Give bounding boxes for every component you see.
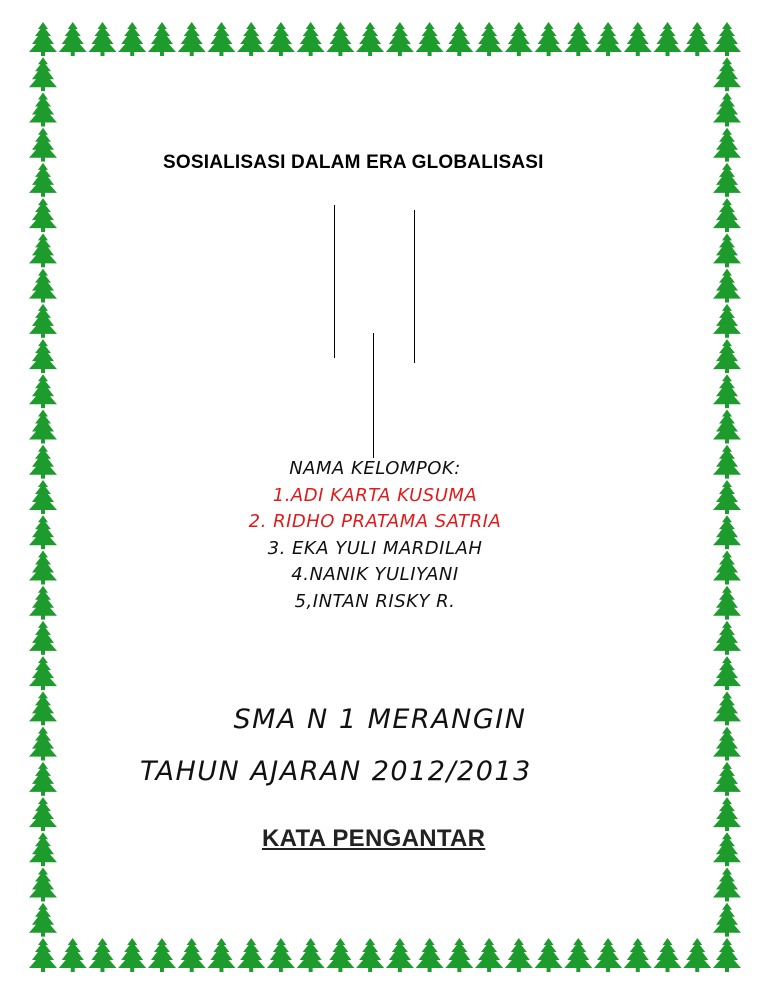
christmas-tree-icon	[88, 22, 116, 56]
christmas-tree-icon	[29, 621, 57, 655]
christmas-tree-icon	[29, 868, 57, 902]
christmas-tree-icon	[564, 938, 592, 972]
christmas-tree-icon	[29, 938, 57, 972]
christmas-tree-icon	[713, 480, 741, 514]
christmas-tree-icon	[475, 22, 503, 56]
group-heading: NAMA KELOMPOK:	[289, 458, 461, 479]
christmas-tree-icon	[297, 22, 325, 56]
christmas-tree-icon	[29, 586, 57, 620]
christmas-tree-icon	[713, 233, 741, 267]
christmas-tree-icon	[148, 22, 176, 56]
christmas-tree-icon	[326, 22, 354, 56]
christmas-tree-icon	[29, 832, 57, 866]
christmas-tree-icon	[178, 22, 206, 56]
christmas-tree-icon	[713, 374, 741, 408]
christmas-tree-icon	[29, 233, 57, 267]
christmas-tree-icon	[713, 938, 741, 972]
christmas-tree-icon	[713, 304, 741, 338]
christmas-tree-icon	[29, 198, 57, 232]
christmas-tree-icon	[713, 269, 741, 303]
christmas-tree-icon	[564, 22, 592, 56]
christmas-tree-icon	[713, 656, 741, 690]
christmas-tree-icon	[713, 339, 741, 373]
christmas-tree-icon	[713, 57, 741, 91]
christmas-tree-icon	[386, 22, 414, 56]
christmas-tree-icon	[713, 92, 741, 126]
christmas-tree-icon	[237, 22, 265, 56]
christmas-tree-icon	[594, 22, 622, 56]
christmas-tree-icon	[505, 938, 533, 972]
christmas-tree-icon	[29, 515, 57, 549]
christmas-tree-icon	[29, 57, 57, 91]
christmas-tree-icon	[207, 938, 235, 972]
christmas-tree-icon	[29, 22, 57, 56]
christmas-tree-icon	[505, 22, 533, 56]
section-heading: KATA PENGANTAR	[262, 825, 486, 852]
christmas-tree-icon	[29, 410, 57, 444]
christmas-tree-icon	[713, 868, 741, 902]
vertical-line-right	[414, 210, 415, 363]
christmas-tree-icon	[29, 727, 57, 761]
christmas-tree-icon	[29, 128, 57, 162]
christmas-tree-icon	[683, 938, 711, 972]
christmas-tree-icon	[445, 938, 473, 972]
christmas-tree-icon	[713, 198, 741, 232]
member-line: 1.ADI KARTA KUSUMA	[272, 484, 478, 506]
christmas-tree-icon	[237, 938, 265, 972]
christmas-tree-icon	[356, 22, 384, 56]
school-name: SMA N 1 MERANGIN	[233, 704, 527, 735]
member-line: 3. EKA YULI MARDILAH	[267, 537, 483, 559]
christmas-tree-icon	[297, 938, 325, 972]
christmas-tree-icon	[29, 656, 57, 690]
christmas-tree-icon	[445, 22, 473, 56]
christmas-tree-icon	[118, 938, 146, 972]
christmas-tree-icon	[148, 938, 176, 972]
christmas-tree-icon	[654, 938, 682, 972]
christmas-tree-icon	[267, 938, 295, 972]
christmas-tree-icon	[29, 903, 57, 937]
christmas-tree-icon	[29, 762, 57, 796]
christmas-tree-icon	[713, 903, 741, 937]
christmas-tree-icon	[59, 22, 87, 56]
member-line: 5,INTAN RISKY R.	[294, 590, 456, 612]
christmas-tree-icon	[29, 797, 57, 831]
vertical-line-left	[334, 205, 335, 358]
christmas-tree-icon	[29, 480, 57, 514]
christmas-tree-icon	[713, 550, 741, 584]
christmas-tree-icon	[713, 797, 741, 831]
christmas-tree-icon	[29, 92, 57, 126]
group-members-block	[180, 456, 570, 615]
christmas-tree-icon	[713, 586, 741, 620]
christmas-tree-icon	[535, 938, 563, 972]
document-title: SOSIALISASI DALAM ERA GLOBALISASI	[163, 152, 544, 173]
member-line: 4.NANIK YULIYANI	[291, 564, 459, 585]
christmas-tree-icon	[624, 938, 652, 972]
christmas-tree-icon	[713, 410, 741, 444]
christmas-tree-icon	[29, 269, 57, 303]
christmas-tree-icon	[29, 445, 57, 479]
christmas-tree-icon	[713, 727, 741, 761]
christmas-tree-icon	[683, 22, 711, 56]
christmas-tree-icon	[713, 832, 741, 866]
christmas-tree-icon	[207, 22, 235, 56]
christmas-tree-icon	[178, 938, 206, 972]
christmas-tree-icon	[654, 22, 682, 56]
christmas-tree-icon	[713, 163, 741, 197]
christmas-tree-icon	[713, 691, 741, 725]
christmas-tree-icon	[713, 762, 741, 796]
christmas-tree-icon	[713, 22, 741, 56]
christmas-tree-icon	[118, 22, 146, 56]
christmas-tree-icon	[713, 445, 741, 479]
christmas-tree-icon	[713, 128, 741, 162]
christmas-tree-icon	[29, 339, 57, 373]
christmas-tree-icon	[713, 515, 741, 549]
christmas-tree-icon	[29, 304, 57, 338]
christmas-tree-icon	[535, 22, 563, 56]
christmas-tree-icon	[416, 22, 444, 56]
christmas-tree-icon	[624, 22, 652, 56]
academic-year: TAHUN AJARAN 2012/2013	[140, 756, 532, 787]
christmas-tree-icon	[59, 938, 87, 972]
christmas-tree-icon	[713, 621, 741, 655]
christmas-tree-icon	[416, 938, 444, 972]
christmas-tree-icon	[594, 938, 622, 972]
christmas-tree-icon	[29, 374, 57, 408]
vertical-line-center	[373, 333, 374, 458]
christmas-tree-icon	[29, 163, 57, 197]
member-line: 2. RIDHO PRATAMA SATRIA	[248, 511, 502, 532]
christmas-tree-icon	[326, 938, 354, 972]
christmas-tree-icon	[356, 938, 384, 972]
christmas-tree-icon	[29, 550, 57, 584]
christmas-tree-icon	[88, 938, 116, 972]
christmas-tree-icon	[386, 938, 414, 972]
christmas-tree-icon	[29, 691, 57, 725]
christmas-tree-icon	[267, 22, 295, 56]
christmas-tree-icon	[475, 938, 503, 972]
